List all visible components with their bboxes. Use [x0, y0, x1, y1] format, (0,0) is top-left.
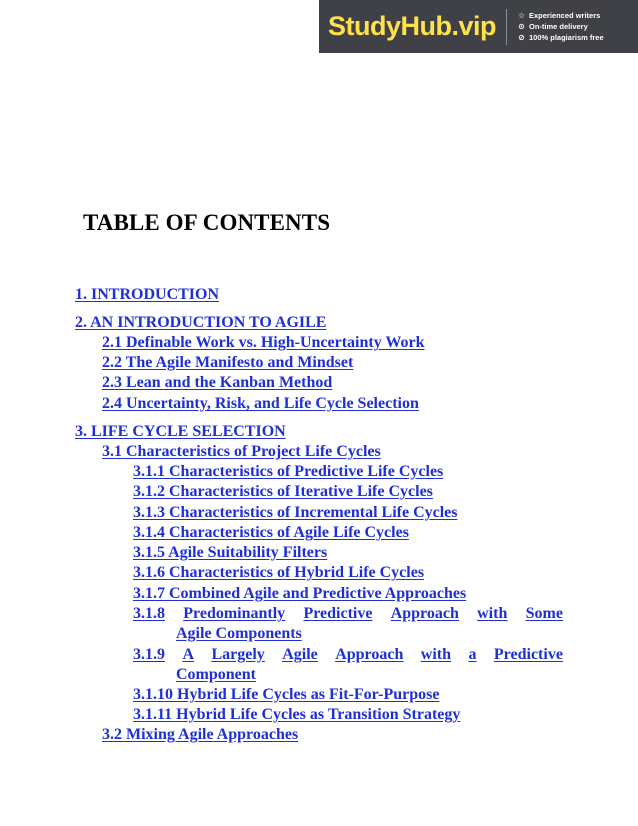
toc-word: Predominantly	[183, 605, 286, 622]
toc-link-largely-agile[interactable]	[133, 645, 563, 685]
toc-link-iterative-life-cycles[interactable]: 3.1.2 Characteristics of Iterative Life Cycles	[133, 483, 433, 500]
toc-justified-line	[133, 604, 563, 624]
toc-word: with	[477, 605, 508, 622]
toc-word: Approach	[335, 646, 404, 663]
toc-justified-line	[133, 645, 563, 665]
toc-link-introduction-to-agile[interactable]: 2. AN INTRODUCTION TO AGILE	[75, 314, 327, 331]
clock-icon: ⊙	[518, 22, 525, 31]
page-title: TABLE OF CONTENTS	[83, 210, 331, 235]
toc-word: 3.1.8	[133, 605, 165, 622]
star-icon: ☆	[517, 11, 526, 20]
toc-link-predominantly-predictive[interactable]	[133, 604, 563, 644]
studyhub-banner[interactable]	[319, 0, 638, 53]
toc-continuation: Component	[176, 666, 257, 683]
toc-link-incremental-life-cycles[interactable]: 3.1.3 Characteristics of Incremental Life Cycles	[133, 504, 458, 521]
toc-link-hybrid-life-cycles[interactable]: 3.1.6 Characteristics of Hybrid Life Cycles	[133, 564, 425, 581]
toc-link-uncertainty-risk[interactable]: 2.4 Uncertainty, Risk, and Life Cycle Selection	[102, 395, 419, 412]
brand-logo[interactable]: StudyHub.vip	[328, 11, 496, 41]
feature-item	[517, 33, 604, 42]
toc-word: Predictive	[303, 605, 373, 622]
toc-word: 3.1.9	[133, 646, 165, 663]
toc-word: a	[468, 646, 477, 663]
toc-word: Predictive	[493, 646, 563, 663]
toc-link-transition-strategy[interactable]: 3.1.11 Hybrid Life Cycles as Transition Strategy	[133, 706, 461, 723]
toc-word: with	[420, 646, 452, 663]
toc-link-lean-kanban[interactable]: 2.3 Lean and the Kanban Method	[102, 374, 333, 391]
toc-link-agile-life-cycles[interactable]: 3.1.4 Characteristics of Agile Life Cycles	[133, 524, 409, 541]
toc-link-predictive-life-cycles[interactable]: 3.1.1 Characteristics of Predictive Life Cycles	[133, 463, 444, 480]
toc-link-combined-approaches[interactable]: 3.1.7 Combined Agile and Predictive Approaches	[133, 585, 467, 602]
toc-continuation: Agile Components	[176, 625, 302, 642]
toc-link-introduction[interactable]: 1. INTRODUCTION	[75, 286, 220, 303]
toc-link-definable-work[interactable]: 2.1 Definable Work vs. High-Uncertainty Work	[102, 334, 425, 351]
toc-word: Approach	[390, 605, 459, 622]
feature-item	[517, 22, 604, 31]
toc-link-project-life-cycles[interactable]: 3.1 Characteristics of Project Life Cycles	[102, 443, 381, 460]
toc-word: Largely	[211, 646, 265, 663]
feature-item	[517, 11, 604, 20]
toc-link-agile-manifesto[interactable]: 2.2 The Agile Manifesto and Mindset	[102, 354, 354, 371]
toc-link-life-cycle-selection[interactable]: 3. LIFE CYCLE SELECTION	[75, 423, 286, 440]
toc-word: Some	[525, 605, 563, 622]
feature-text: On-time delivery	[529, 22, 588, 31]
banner-divider	[506, 9, 507, 45]
toc-word: A	[182, 646, 194, 663]
feature-text: 100% plagiarism free	[529, 33, 604, 42]
toc-link-mixing-agile[interactable]: 3.2 Mixing Agile Approaches	[102, 726, 299, 743]
shield-check-icon: ⊘	[518, 33, 525, 42]
banner-features	[517, 11, 604, 42]
feature-text: Experienced writers	[529, 11, 601, 20]
toc-word: Agile	[282, 646, 318, 663]
toc-link-fit-for-purpose[interactable]: 3.1.10 Hybrid Life Cycles as Fit-For-Purpose	[133, 686, 440, 703]
toc-link-agile-suitability-filters[interactable]: 3.1.5 Agile Suitability Filters	[133, 544, 328, 561]
